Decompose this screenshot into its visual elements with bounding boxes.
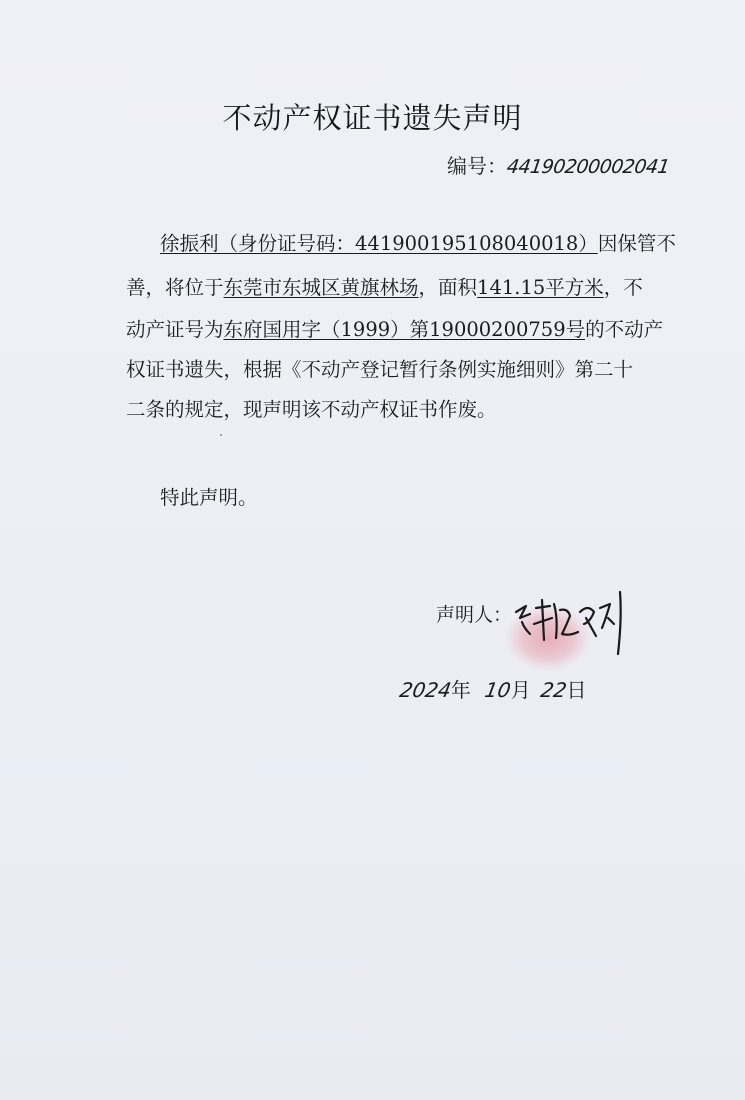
date-day-unit: 日 (566, 678, 587, 702)
document-title: 不动产权证书遗失声明 (222, 101, 523, 135)
underlined-field: 141.15平方米 (477, 276, 604, 299)
serial-label: 编号： (447, 154, 507, 178)
underlined-field: 东府国用字（1999）第19000200759号 (223, 318, 586, 341)
serial-number (447, 150, 669, 179)
body-line (126, 320, 663, 340)
body-line (126, 360, 633, 380)
body-text: 善，将位于 (126, 276, 224, 299)
body-line (160, 234, 676, 254)
underlined-field: 徐振利（身份证号码：441900195108040018） (160, 232, 598, 255)
handwritten-signature (510, 578, 630, 658)
body-text: ，面积 (418, 276, 478, 299)
body-text: 的不动产 (585, 318, 664, 341)
date-month: 10 (483, 678, 513, 702)
body-text: 权证书遗失，根据《不动产登记暂行条例实施细则》第二十 (126, 358, 634, 381)
underlined-field: 东莞市东城区黄旗林场 (223, 276, 419, 299)
body-text: 因保管不 (597, 232, 676, 255)
body-text: ，不 (603, 276, 643, 299)
date-day: 22 (538, 678, 569, 702)
date-month-unit: 月 (510, 678, 531, 702)
date-year: 2024 (397, 678, 454, 702)
body-line (126, 278, 643, 298)
body-text: 二条的规定，现声明该不动产权证书作废。 (126, 398, 497, 421)
body-text: 动产证号为 (126, 318, 224, 341)
serial-value: 44190200002041 (505, 156, 671, 178)
declarant-label: 声明人： (436, 604, 513, 626)
speck (220, 434, 222, 436)
body-line (126, 400, 497, 420)
date-year-unit: 年 (450, 678, 471, 702)
declaration-date (397, 674, 587, 703)
closing-statement: 特此声明。 (160, 486, 258, 509)
